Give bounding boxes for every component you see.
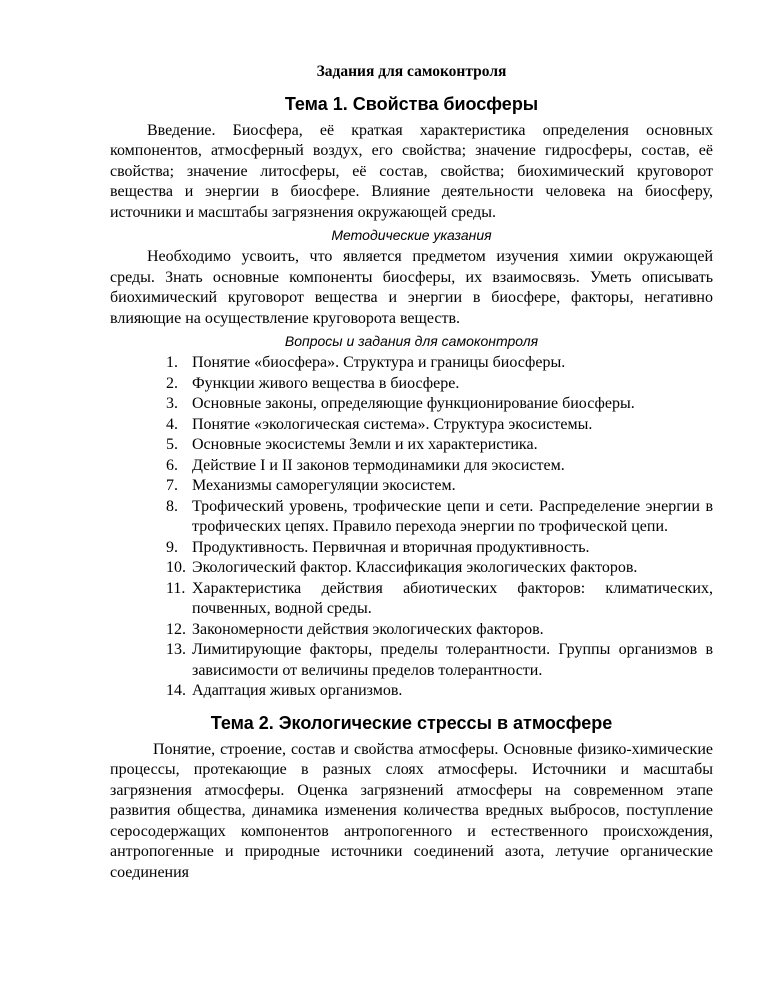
question-text: Основные экосистемы Земли и их характеристика.	[192, 436, 538, 453]
list-item	[110, 681, 713, 702]
question-text: Адаптация живых организмов.	[192, 682, 403, 699]
list-item	[110, 456, 713, 477]
question-text: Функции живого вещества в биосфере.	[192, 374, 460, 392]
question-text: Трофический уровень, трофические цепи и сети. Распределение энергии в трофических цепях. Правило перехода энергии по трофической цепи.	[192, 497, 713, 535]
questions-heading: Вопросы и задания для самоконтроля	[284, 333, 539, 349]
document-page	[110, 62, 713, 883]
question-number: 7.	[166, 477, 178, 494]
question-text: Закономерности действия экологических факторов.	[192, 620, 544, 638]
document-title: Задания для самоконтроля	[316, 63, 507, 80]
question-text: Понятие «биосфера». Структура и границы биосферы.	[192, 354, 566, 371]
question-number: 8.	[166, 497, 178, 515]
topic-2-section	[110, 711, 713, 884]
methodical-text: Необходимо усвоить, что является предметом изучения химии окружающей среды. Знать основные компоненты биосферы, их взаимосвязь. Уметь описывать биохимический круговорот вещества и энергии в биосфере, факторы, негативно влияющие на осуществление круговорота веществ.	[110, 248, 713, 327]
question-text: Характеристика действия абиотических факторов: климатических, почвенных, водной среды.	[192, 579, 713, 617]
question-text: Основные законы, определяющие функционирование биосферы.	[192, 395, 635, 412]
list-item	[110, 435, 713, 456]
question-text: Продуктивность. Первичная и вторичная продуктивность.	[192, 538, 590, 556]
question-text: Действие I и II законов термодинамики для экосистем.	[192, 456, 565, 474]
question-number: 2.	[166, 374, 178, 392]
question-number: 14.	[166, 682, 186, 699]
list-item	[110, 394, 713, 415]
list-item	[110, 476, 713, 497]
list-item	[110, 620, 713, 641]
list-item	[110, 353, 713, 374]
topic-1-intro: Введение. Биосфера, её краткая характеристика определения основных компонентов, атмосферный воздух, его свойства; значение гидросферы, состав, её свойства; значение литосферы, её состав, свойства; биохимический круговорот вещества и энергии в биосфере. Влияние деятельности человека на биосферу, источники и масштабы загрязнения окружающей среды.	[110, 121, 713, 221]
list-item	[110, 579, 713, 620]
question-number: 11.	[166, 579, 186, 597]
questions-list	[110, 353, 713, 702]
topic-1-section	[110, 92, 713, 702]
question-text: Лимитирующие факторы, пределы толерантности. Группы организмов в зависимости от величины пределов толерантности.	[192, 641, 713, 679]
question-text: Механизмы саморегуляции экосистем.	[192, 477, 456, 494]
list-item	[110, 415, 713, 436]
question-number: 1.	[166, 354, 178, 371]
question-number: 10.	[166, 559, 186, 576]
list-item	[110, 640, 713, 681]
list-item	[110, 558, 713, 579]
topic-2-heading: Тема 2. Экологические стрессы в атмосфере	[210, 712, 613, 733]
topic-2-text: Понятие, строение, состав и свойства атмосферы. Основные физико-химические процессы, протекающие в разных слоях атмосферы. Источники и масштабы загрязнения атмосферы. Оценка загрязнений атмосферы на современном этапе развития общества, динамика изменения количества вредных выбросов, поступление серосодержащих компонентов антропогенного и естественного происхождения, антропогенные и природные источники соединений азота, летучие органические соединения	[110, 740, 713, 881]
question-number: 9.	[166, 538, 178, 556]
question-number: 13.	[166, 641, 186, 658]
list-item	[110, 538, 713, 559]
topic-1-heading: Тема 1. Свойства биосферы	[284, 93, 539, 114]
list-item	[110, 497, 713, 538]
question-number: 3.	[166, 395, 178, 412]
question-number: 4.	[166, 415, 178, 433]
methodical-heading: Методические указания	[331, 227, 492, 243]
list-item	[110, 374, 713, 395]
question-text: Понятие «экологическая система». Структура экосистемы.	[192, 415, 593, 433]
question-number: 6.	[166, 456, 178, 474]
question-number: 5.	[166, 436, 178, 453]
question-number: 12.	[166, 620, 186, 638]
question-text: Экологический фактор. Классификация экологических факторов.	[192, 559, 638, 576]
